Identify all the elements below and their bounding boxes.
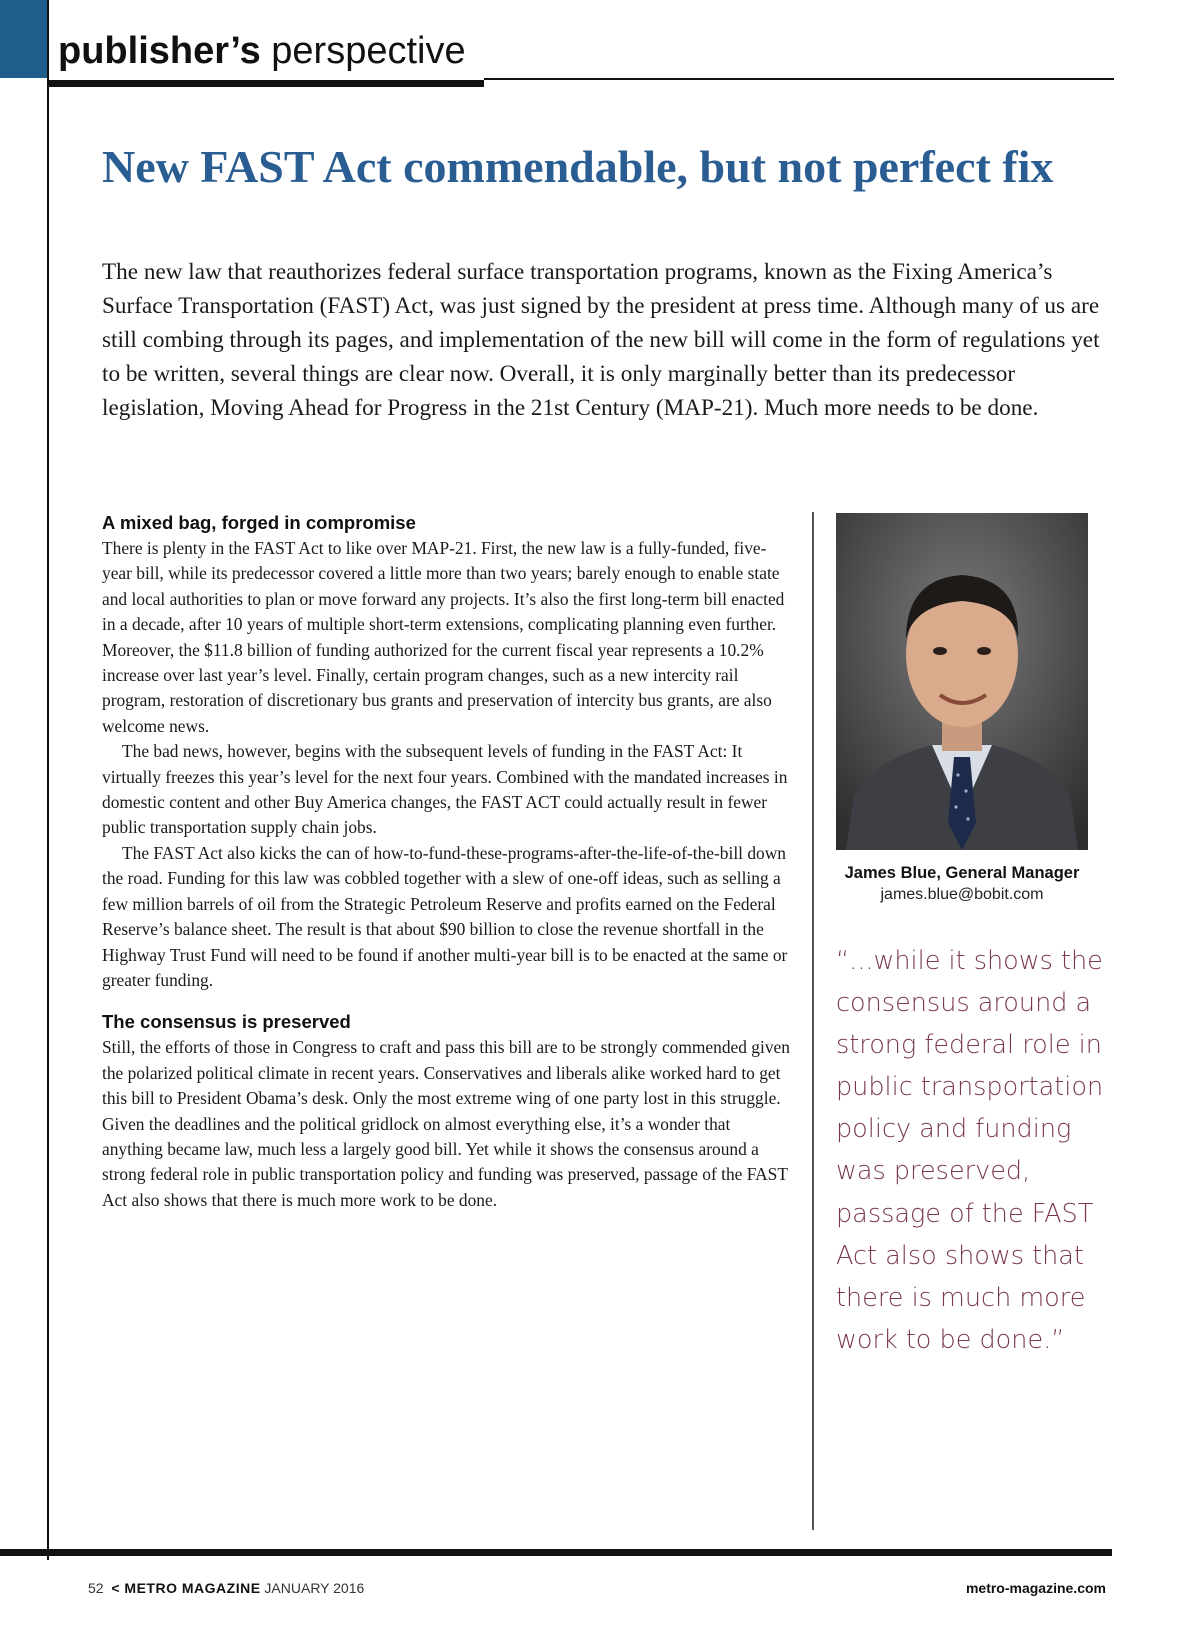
footer-site: metro-magazine.com (965, 1580, 1106, 1596)
section-rule-thick (48, 80, 484, 87)
author-photo (836, 513, 1088, 850)
pull-quote: “...while it shows the consensus around a strong federal role in public transportation policy and funding was preserved, passage of the FAST Act also shows that there is much more work to be done.” (836, 946, 1104, 1355)
section-rule-thin (484, 78, 1114, 80)
section-label-light: perspective (271, 30, 466, 72)
body-column (102, 510, 792, 1213)
section-heading-2: The consensus is preserved (102, 1011, 351, 1033)
body-paragraph: The bad news, however, begins with the subsequent levels of funding in the FAST Act: It virtually freezes this year’s level for the next four years. Combined with the mandated increases in domestic content and other Buy America changes, the FAST ACT could actually result in fewer public transportation supply chain jobs. (102, 741, 788, 838)
section-heading-1: A mixed bag, forged in compromise (102, 512, 416, 533)
photo-caption-email: james.blue@bobit.com (880, 886, 1044, 903)
issue-date: JANUARY 2016 (264, 1580, 365, 1596)
magazine-name: < METRO MAGAZINE (111, 1580, 261, 1596)
column-divider (812, 512, 814, 1530)
deck: The new law that reauthorizes federal surface transportation programs, known as the Fixing America’s Surface Transportation (FAST) Act, was just signed by the president at press time. Although many of us are still combing through its pages, and implementation of the new bill will come in the form of regulations yet to be written, several things are clear now. Overall, it is only marginally better than its predecessor legislation, Moving Ahead for Progress in the 21st Century (MAP-21). Much more needs to be done. (102, 259, 1100, 421)
body-paragraph: There is plenty in the FAST Act to like over MAP-21. First, the new law is a fully-funded, five-year bill, while its predecessor covered a little more than two years; barely enough to enable state and local authorities to plan or move forward any projects. It’s also the first long-term bill enacted in a decade, after 10 years of multiple short-term extensions, complicating planning even further. Moreover, the $11.8 billion of funding authorized for the current fiscal year represents a 10.2% increase over last year’s level. Finally, certain program changes, such as a new intercity rail program, restoration of discretionary bus grants and preservation of intercity bus grants, are also welcome news. (102, 538, 785, 736)
footer-left (88, 1578, 364, 1598)
body-paragraph: The FAST Act also kicks the can of how-to-fund-these-programs-after-the-life-of-the-bill down the road. Funding for this law was cobbled together with a slew of one-off ideas, such as selling a few million barrels of oil from the Strategic Petroleum Reserve and profits earned on the Federal Reserve’s balance sheet. The result is that about $90 billion to close the revenue shortfall in the Highway Trust Fund will need to be found if another multi-year bill is to be enacted at the same or greater funding. (102, 842, 788, 990)
headline: New FAST Act commendable, but not perfect fix (102, 141, 1054, 192)
footer-rule (0, 1549, 1112, 1556)
page-number: 52 (88, 1580, 104, 1596)
left-margin-rule (47, 0, 49, 1560)
photo-caption-name: James Blue, General Manager (844, 864, 1080, 882)
section-label (58, 28, 466, 74)
author-photo-illustration (836, 513, 1088, 850)
section-label-bold: publisher’s (58, 30, 261, 72)
body-paragraph: Still, the efforts of those in Congress to craft and pass this bill are to be strongly commended given the polarized political climate in recent years. Conservatives and liberals alike worked hard to get this bill to President Obama’s desk. Only the most extreme wing of one party lost in this struggle. Given the deadlines and the political gridlock on almost everything else, it’s a wonder that anything became law, much less a largely good bill. Yet while it shows the consensus around a strong federal role in public transportation policy and funding was preserved, passage of the FAST Act also shows that there is much more work to be done. (102, 1037, 790, 1210)
corner-accent-block (0, 0, 48, 78)
